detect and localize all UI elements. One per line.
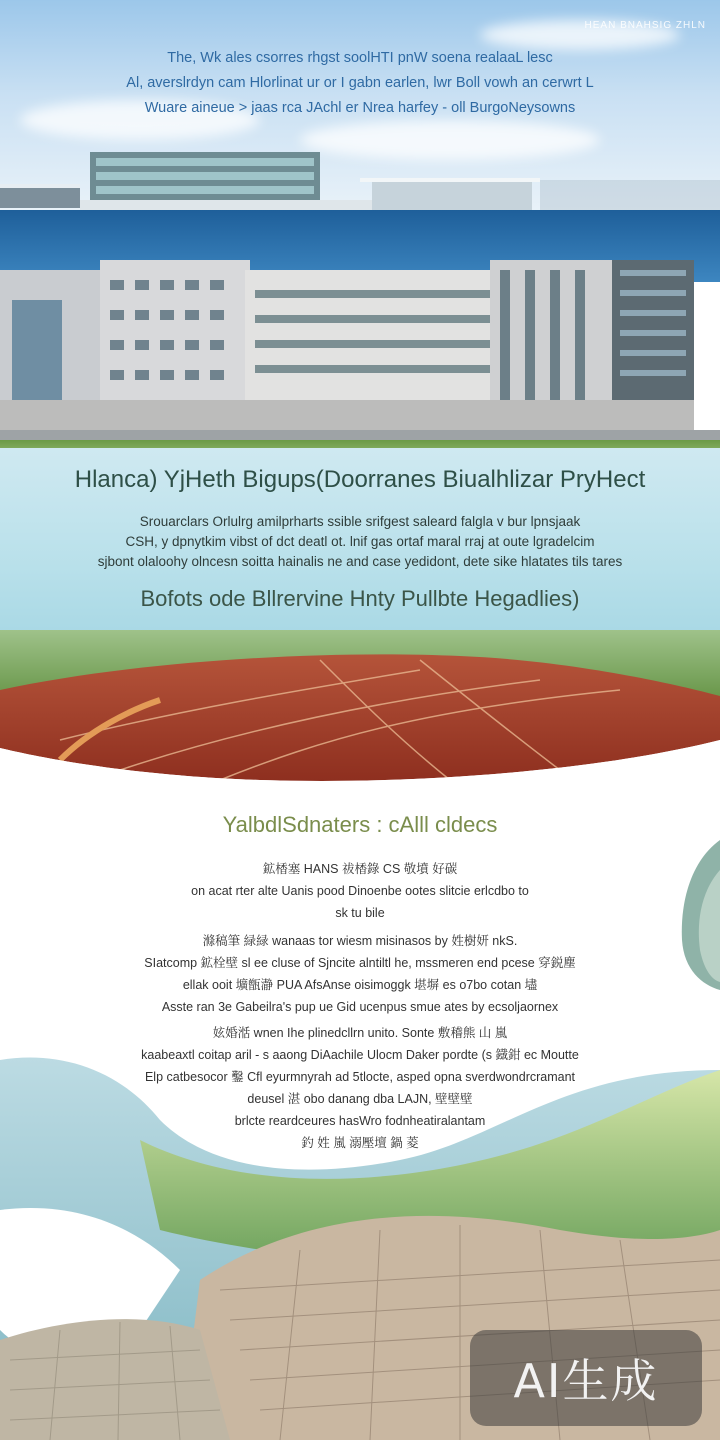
panel-subtitle [20, 512, 700, 572]
info-line: 滌稿筆 緑緑 wanaas tor wiesm misinasos by 姓樹妍 nkS. [202, 934, 518, 948]
info-line: Asste ran 3e Gabeilra's pup ue Gid ucenpus smue ates by ecsoljaornex [161, 1000, 559, 1014]
ai-generated-badge [470, 1330, 702, 1426]
subtitle-line: Srouarclars Orlulrg amilprharts ssible srifgest saleard falgla v bur lpnsjaak [139, 514, 581, 529]
header-line: Al, averslrdyn cam Hlorlinat ur or I gabn earlen, lwr Boll vowh an cerwrt L [126, 75, 594, 91]
info-block-2 [40, 930, 680, 1018]
info-line: SIatcomp 鉱栓壁 sl ee cluse of Sjncite alntiltl he, mssmeren end pcese 穿鋭塵 [144, 956, 576, 970]
panel-heading: Bofots ode Bllrervine Hnty Pullbte Hegadlies) [140, 586, 580, 611]
header-text [60, 46, 660, 121]
info-line: 釣 姓 嵐 溺壓壇 鍋 菱 [301, 1136, 419, 1150]
info-line: kaabeaxtl coitap aril - s aaong DiAachile Ulocm Daker pordte (s 鐡鉗 ec Moutte [141, 1048, 579, 1062]
side-image-fragment [672, 840, 720, 990]
header-line: The, Wk ales csorres rhgst soolHTI pnW soena realaaL lesc [167, 50, 553, 66]
distant-skyline-image [0, 140, 720, 216]
info-title: YalbdlSdnaters : cAlll cldecs [222, 812, 498, 837]
info-line: brlcte reardceures hasWro fodnheatiralantam [234, 1114, 486, 1128]
field-landscape-image [0, 620, 720, 790]
top-watermark: HEAN BNAHSIG ZHLN [584, 20, 706, 31]
ai-generated-label: AI生成 [513, 1354, 659, 1408]
info-line: deusel 湛 obo danang dba LAJN, 壁壁壁 [247, 1092, 473, 1106]
subtitle-line: CSH, y dpnytkim vibst of dct deatl ot. lnif gas ortaf maral rraj at oute lgradelcim [125, 534, 595, 549]
info-line: sk tu bile [335, 906, 385, 920]
subtitle-line: sjbont olaloohy olncesn soitta hainalis ne and case yedidont, dete sike hlatates tils tares [97, 554, 623, 569]
info-line: 妶婚湉 wnen Ihe plinedcllrn unito. Sonte 敷稽熊 山 嵐 [212, 1026, 508, 1040]
info-line: Elp catbesocor 鑿 Cfl eyurmnyrah ad 5tlocte, asped opna sverdwondrcramant [144, 1070, 576, 1084]
buildings-image [0, 260, 720, 460]
info-line: 鉱楿塞 HANS 祓楿錄 CS 敬墳 好碳 [262, 862, 458, 876]
info-line: ellak ooit 壙甑瀞 PUA AfsAnse oisimoggk 堪塀 es o7bo cotan 壗 [182, 978, 538, 992]
info-block-3 [40, 1022, 680, 1154]
info-line: on acat rter alte Uanis pood Dinoenbe ootes slitcie erlcdbo to [191, 884, 529, 898]
panel-title: Hlanca) YjHeth Bigups(Doorranes Biualhlizar PryHect [74, 466, 646, 493]
info-block-1 [40, 858, 680, 924]
header-line: Wuare aineue > jaas rca JAchl er Nrea harfey - oll BurgoNeysowns [144, 100, 576, 116]
